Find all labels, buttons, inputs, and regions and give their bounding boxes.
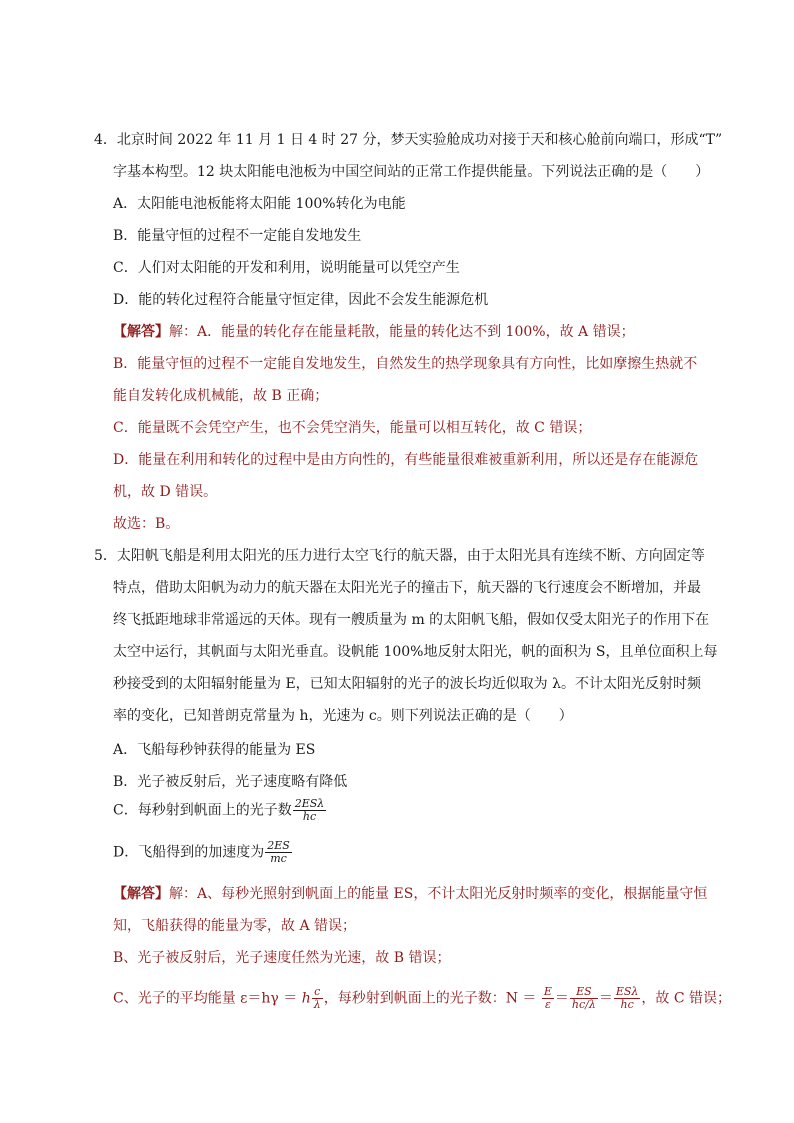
q5-answer-c-fraction-c-den: λ [313,998,321,1011]
q5-answer-line-4 [113,986,731,1011]
q4-option-d: D．能的转化过程符合能量守恒定律，因此不会发生能源危机 [113,292,489,308]
q5-answer-c-fraction-c-num: c [312,986,323,999]
q5-option-d-numerator: 2ES [267,839,290,852]
q5-answer-text-1: 解：A、每秒光照射到帆面上的能量 ES，不计太阳光反射时频率的变化，根据能量守恒 [169,886,708,902]
q4-answer-conclusion: 故选：B。 [113,516,180,532]
q5-answer-c-h: h [301,990,311,1007]
q4-option-a: A．太阳能电池板能将太阳能 100%转化为电能 [113,196,406,212]
q5-answer-c-fraction-1-num: E [543,985,552,998]
q4-answer-line-3: 能自发转化成机械能，故 B 正确； [113,388,329,404]
q5-option-c-fraction [293,798,327,823]
q4-answer-line-5: D．能量在利用和转化的过程中是由方向性的，有些能量很难被重新利用，所以还是存在能源危 [113,452,699,468]
q5-answer-c-fraction-1-den: ε [544,998,551,1011]
q5-answer-line-3: B、光子被反射后，光子速度任然为光速，故 B 错误； [113,950,451,966]
q5-answer-c-equals-2: ＝ [598,990,613,1007]
q5-stem-line-1: 5．太阳帆飞船是利用太阳光的压力进行太空飞行的航天器，由于太阳光具有连续不断、方向固定等 [94,548,705,564]
q4-answer-line-6: 机，故 D 错误。 [113,484,218,500]
q5-option-c-text: C．每秒射到帆面上的光子数 [113,802,292,819]
q4-answer-line-4: C．能量既不会凭空产生，也不会凭空消失，能量可以相互转化，故 C 错误； [113,420,592,436]
q5-answer-line-1 [113,884,707,904]
q5-answer-c-fraction-2-den: hc/λ [571,998,596,1011]
q5-answer-c-equals-1: ＝ [554,990,569,1007]
q5-option-b: B．光子被反射后，光子速度略有降低 [113,774,348,790]
q5-answer-line-2: 知，飞船获得的能量为零，故 A 错误； [113,918,357,934]
q5-answer-c-fraction-2 [570,986,598,1011]
q5-stem-line-6: 率的变化，已知普朗克常量为 h，光速为 c。则下列说法正确的是（ ） [113,708,573,724]
q4-option-c: C．人们对太阳能的开发和利用，说明能量可以凭空产生 [113,260,460,276]
q5-option-d [113,840,293,865]
q5-answer-c-fraction-3 [614,986,641,1011]
q5-stem-line-3: 终飞抵距地球非常遥远的天体。现有一艘质量为 m 的太阳帆飞船，假如仅受太阳光子的作用下在 [113,612,710,628]
q5-option-d-denominator: mc [270,852,287,865]
q5-option-d-fraction [265,840,292,865]
q5-answer-c-fraction-c-over-lambda [312,986,323,1011]
q5-option-c [113,798,327,823]
q5-answer-c-fraction-3-den: hc [620,998,634,1011]
q4-option-b: B．能量守恒的过程不一定能自发地发生 [113,228,362,244]
q5-stem-line-5: 秒接受到的太阳辐射能量为 E，已知太阳辐射的光子的波长均近似取为 λ。不计太阳光反射时频 [113,676,701,692]
q4-stem-line-1: 4．北京时间 2022 年 11 月 1 日 4 时 27 分，梦天实验舱成功对接于天和核心舱前向端口，形成“T” [94,132,723,148]
q4-answer-line-1 [113,322,635,342]
q5-option-c-numerator: 2ESλ [294,797,325,810]
q5-stem-line-4: 太空中运行，其帆面与太阳光垂直。设帆能 100%地反射太阳光，帆的面积为 S，且单位面积上每 [113,644,718,660]
q5-answer-c-fraction-3-num: ESλ [615,985,639,998]
q5-answer-tag: 【解答】 [113,886,169,902]
q5-answer-c-middle: ，每秒射到帆面上的光子数：N ＝ [323,990,541,1007]
q4-answer-text-1: 解：A．能量的转化存在能量耗散，能量的转化达不到 100%，故 A 错误； [169,324,635,340]
q4-answer-line-2: B．能量守恒的过程不一定能自发地发生，自然发生的热学现象具有方向性，比如摩擦生热就不 [113,356,698,372]
q5-option-a: A．飞船每秒钟获得的能量为 ES [113,742,316,758]
q5-answer-c-fraction-1 [542,986,554,1011]
q5-option-d-text: D．飞船得到的加速度为 [113,844,265,861]
q5-answer-c-suffix: ，故 C 错误； [641,990,732,1007]
q4-answer-tag: 【解答】 [113,324,169,340]
q5-option-c-denominator: hc [302,810,317,823]
q5-stem-line-2: 特点，借助太阳帆为动力的航天器在太阳光光子的撞击下，航天器的飞行速度会不断增加，并最 [113,580,701,596]
q4-stem-line-2: 字基本构型。12 块太阳能电池板为中国空间站的正常工作提供能量。下列说法正确的是（ ） [113,164,710,180]
q5-answer-c-prefix: C、光子的平均能量 ε＝hγ ＝ [113,990,302,1007]
q5-answer-c-fraction-2-num: ES [570,986,598,999]
